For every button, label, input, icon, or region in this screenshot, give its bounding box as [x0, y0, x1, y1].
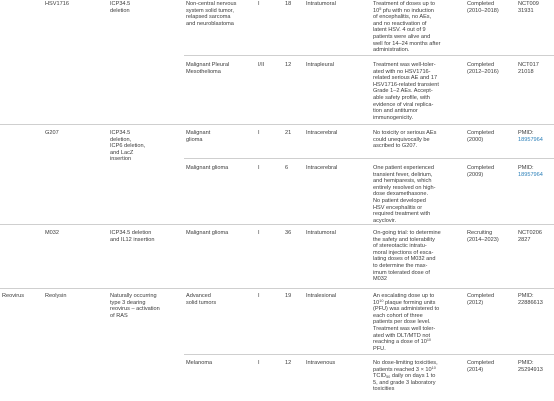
row-divider: [0, 124, 554, 125]
cell-ref: PMID: 25294913: [518, 360, 543, 373]
cell-modification: ICP34.5 deletion, ICP6 deletion, and LacZ insertion: [110, 130, 146, 163]
cell-phase: I: [258, 165, 260, 171]
cell-ref: PMID: 22886613: [518, 293, 543, 306]
cell-phase: I: [258, 130, 260, 136]
cell-status: Completed (2010–2018): [467, 1, 499, 14]
row-divider: [184, 158, 554, 159]
row-divider: [184, 55, 554, 56]
cell-agent: Reolysin: [45, 293, 67, 299]
cell-modification: Naturally occurring type 3 dearing reovirus – activation of RAS: [110, 293, 160, 319]
cell-route: Intravenous: [306, 360, 336, 366]
cell-outcome: No toxicity or serious AEs could unequivocally be ascribed to G207.: [373, 130, 437, 150]
cell-ref: NCT0206 2827: [518, 230, 542, 243]
cell-route: Intracerebral: [306, 130, 338, 136]
cell-route: Intrapleural: [306, 62, 334, 68]
cell-status: Completed (2012–2016): [467, 62, 499, 75]
cell-agent: M032: [45, 230, 59, 236]
cell-ref: NCT009 31931: [518, 1, 539, 14]
cell-phase: I: [258, 230, 260, 236]
cell-indication: Non-central nervous system solid tumor, relapsed sarcoma and neuroblastoma: [186, 1, 237, 27]
cell-phase: I/II: [258, 62, 265, 68]
cell-indication: Malignant Pleural Mesothelioma: [186, 62, 230, 75]
cell-status: Completed (2014): [467, 360, 495, 373]
cell-indication: Melanoma: [186, 360, 213, 366]
pmid-link[interactable]: 18957964: [518, 136, 543, 143]
cell-route: Intracerebral: [306, 165, 338, 171]
cell-status: Completed (2009): [467, 165, 495, 178]
cell-phase: I: [258, 1, 260, 7]
cell-status: Recruiting (2014–2023): [467, 230, 499, 243]
pmid-link[interactable]: 18957964: [518, 171, 543, 178]
cell-n: 18: [285, 1, 292, 7]
cell-outcome: On-going trial: to determine the safety and tolerability of stereotactic intratu- moral injections of esca- lating doses of M032 and to determine the max- imum tolerated dose of M032: [373, 230, 441, 283]
cell-route: Intralesional: [306, 293, 337, 299]
cell-route: Intratumoral: [306, 1, 336, 7]
cell-n: 12: [285, 62, 292, 68]
cell-n: 21: [285, 130, 292, 136]
cell-agent: HSV1716: [45, 1, 69, 7]
cell-outcome: One patient experienced transient fever, delirium, and hemiparesis, which entirely resolved on high- dose dexamethasone. No patient developed HSV encephalitis or required treatment with acyclovir.: [373, 165, 436, 224]
cell-outcome: An escalating dose up to $10^{10}$ plaque forming units (PFU) was administered to each cohort of three patients per dose level. Treatment was well toler- ated with DLT/MTD not reaching a dose of $10^{10}$ PFU.: [373, 293, 440, 352]
cell-n: 19: [285, 293, 292, 299]
cell-ref: NCT017 21018: [518, 62, 539, 75]
cell-phase: I: [258, 293, 260, 299]
row-divider: [0, 288, 554, 289]
cell-virus: Reovirus: [2, 293, 25, 299]
cell-n: 36: [285, 230, 292, 236]
cell-indication: Advanced solid tumors: [186, 293, 217, 306]
cell-n: 6: [285, 165, 289, 171]
cell-indication: Malignant glioma: [186, 230, 229, 236]
cell-phase: I: [258, 360, 260, 366]
cell-indication: Malignant glioma: [186, 130, 211, 143]
cell-status: Completed (2000): [467, 130, 495, 143]
cell-agent: G207: [45, 130, 59, 136]
cell-outcome: Treatment of doses up to $10^5$ pfu with no induction of encephalitis, no AEs, and no reactivation of latent HSV. 4 out of 9 patients were alive and well for 14–24 months after administration.: [373, 1, 441, 54]
cell-n: 12: [285, 360, 292, 366]
row-divider: [184, 354, 554, 355]
row-divider: [0, 224, 554, 225]
cell-outcome: No dose-limiting toxicities, patients reached $3 \times 10^{10}$ $TCID_{50}$ daily on days 1 to 5, and grade 3 laboratory toxicities: [373, 360, 438, 393]
cell-modification: ICP34.5 deletion and IL12 insertion: [110, 230, 155, 243]
cell-status: Completed (2012): [467, 293, 495, 306]
cell-indication: Malignant glioma: [186, 165, 229, 171]
cell-outcome: Treatment was well-toler- ated with no HSV1716- related serious AE and 17 HSV1716-related transient Grade 1–2 AEs. Accept- able safety profile, with evidence of viral replica- tion and antitumor immunogenicity.: [373, 62, 439, 121]
cell-ref: PMID: 18957964: [518, 130, 543, 143]
cell-route: Intratumoral: [306, 230, 336, 236]
cell-ref: PMID: 18957964: [518, 165, 543, 178]
cell-modification: ICP34.5 deletion: [110, 1, 131, 14]
